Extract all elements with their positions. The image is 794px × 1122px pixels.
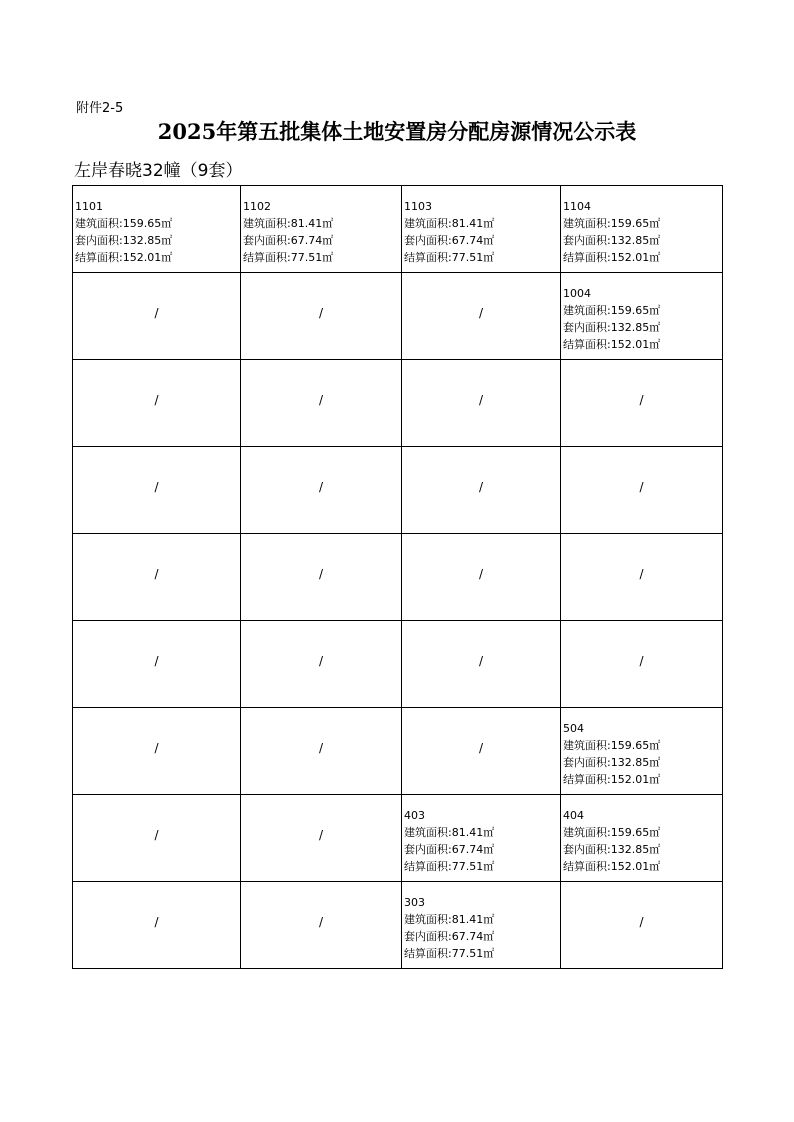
inner-area: 套内面积:132.85㎡ bbox=[563, 756, 661, 769]
unit-cell bbox=[241, 186, 402, 273]
empty-cell bbox=[73, 621, 241, 708]
building-area: 建筑面积:81.41㎡ bbox=[404, 826, 495, 839]
settlement-area: 结算面积:152.01㎡ bbox=[563, 338, 661, 351]
unit-table bbox=[72, 185, 723, 969]
building-subtitle: 左岸春晓32幢（9套） bbox=[74, 161, 243, 181]
empty-cell bbox=[73, 882, 241, 969]
unit-cell bbox=[402, 795, 561, 882]
settlement-area: 结算面积:77.51㎡ bbox=[404, 251, 495, 264]
empty-mark: / bbox=[639, 480, 644, 494]
empty-mark: / bbox=[318, 480, 324, 494]
empty-cell bbox=[241, 621, 402, 708]
table-row bbox=[73, 273, 723, 360]
empty-cell bbox=[241, 273, 402, 360]
empty-mark: / bbox=[154, 393, 159, 407]
inner-area: 套内面积:132.85㎡ bbox=[563, 321, 661, 334]
empty-mark: / bbox=[478, 306, 484, 320]
empty-cell bbox=[241, 708, 402, 795]
empty-cell bbox=[561, 360, 723, 447]
unit-cell bbox=[402, 882, 561, 969]
empty-cell bbox=[561, 621, 723, 708]
unit-number: 303 bbox=[404, 896, 425, 909]
empty-cell bbox=[402, 360, 561, 447]
empty-mark: / bbox=[154, 741, 159, 755]
unit-info bbox=[561, 795, 722, 875]
empty-cell bbox=[73, 447, 241, 534]
empty-mark: / bbox=[478, 480, 484, 494]
unit-info bbox=[402, 186, 560, 266]
empty-mark: / bbox=[154, 654, 159, 668]
empty-cell bbox=[402, 534, 561, 621]
empty-mark: / bbox=[639, 915, 644, 929]
building-area: 建筑面积:81.41㎡ bbox=[404, 913, 495, 926]
empty-cell bbox=[73, 534, 241, 621]
inner-area: 套内面积:132.85㎡ bbox=[75, 234, 173, 247]
empty-cell bbox=[73, 795, 241, 882]
building-area: 建筑面积:81.41㎡ bbox=[243, 217, 334, 230]
inner-area: 套内面积:67.74㎡ bbox=[404, 843, 495, 856]
unit-number: 1104 bbox=[563, 200, 591, 213]
inner-area: 套内面积:67.74㎡ bbox=[243, 234, 334, 247]
table-row bbox=[73, 795, 723, 882]
building-area: 建筑面积:159.65㎡ bbox=[563, 826, 661, 839]
empty-cell bbox=[241, 447, 402, 534]
table-row bbox=[73, 534, 723, 621]
unit-cell bbox=[561, 795, 723, 882]
empty-cell bbox=[561, 447, 723, 534]
settlement-area: 结算面积:152.01㎡ bbox=[563, 251, 661, 264]
settlement-area: 结算面积:152.01㎡ bbox=[563, 773, 661, 786]
unit-info bbox=[73, 186, 240, 266]
settlement-area: 结算面积:77.51㎡ bbox=[404, 860, 495, 873]
unit-info bbox=[561, 186, 722, 266]
unit-info bbox=[561, 708, 722, 788]
empty-cell bbox=[402, 708, 561, 795]
settlement-area: 结算面积:77.51㎡ bbox=[404, 947, 495, 960]
building-area: 建筑面积:81.41㎡ bbox=[404, 217, 495, 230]
page-title: 2025年第五批集体土地安置房分配房源情况公示表 bbox=[157, 119, 637, 144]
empty-mark: / bbox=[639, 567, 644, 581]
empty-mark: / bbox=[478, 741, 484, 755]
unit-cell bbox=[73, 186, 241, 273]
inner-area: 套内面积:132.85㎡ bbox=[563, 234, 661, 247]
unit-cell bbox=[561, 708, 723, 795]
empty-cell bbox=[241, 882, 402, 969]
empty-mark: / bbox=[318, 915, 324, 929]
empty-cell bbox=[561, 882, 723, 969]
empty-cell bbox=[73, 360, 241, 447]
table-row bbox=[73, 447, 723, 534]
attachment-label: 附件2-5 bbox=[76, 101, 124, 116]
unit-table-body bbox=[73, 186, 723, 969]
unit-cell bbox=[402, 186, 561, 273]
empty-mark: / bbox=[154, 567, 159, 581]
settlement-area: 结算面积:77.51㎡ bbox=[243, 251, 334, 264]
unit-number: 1102 bbox=[243, 200, 271, 213]
unit-info bbox=[402, 882, 560, 962]
empty-cell bbox=[402, 621, 561, 708]
building-area: 建筑面积:159.65㎡ bbox=[75, 217, 173, 230]
empty-mark: / bbox=[154, 915, 159, 929]
empty-mark: / bbox=[154, 480, 159, 494]
table-row bbox=[73, 186, 723, 273]
unit-cell bbox=[561, 186, 723, 273]
empty-mark: / bbox=[318, 828, 324, 842]
unit-info bbox=[561, 273, 722, 353]
empty-cell bbox=[561, 534, 723, 621]
empty-mark: / bbox=[318, 741, 324, 755]
table-row bbox=[73, 360, 723, 447]
empty-mark: / bbox=[478, 654, 484, 668]
empty-mark: / bbox=[154, 306, 159, 320]
inner-area: 套内面积:67.74㎡ bbox=[404, 930, 495, 943]
building-area: 建筑面积:159.65㎡ bbox=[563, 304, 661, 317]
empty-mark: / bbox=[318, 306, 324, 320]
empty-cell bbox=[402, 273, 561, 360]
unit-number: 504 bbox=[563, 722, 584, 735]
unit-number: 1101 bbox=[75, 200, 103, 213]
empty-mark: / bbox=[478, 567, 484, 581]
empty-mark: / bbox=[639, 393, 644, 407]
unit-info bbox=[402, 795, 560, 875]
empty-cell bbox=[241, 534, 402, 621]
unit-cell bbox=[561, 273, 723, 360]
unit-number: 404 bbox=[563, 809, 584, 822]
building-area: 建筑面积:159.65㎡ bbox=[563, 739, 661, 752]
table-row bbox=[73, 621, 723, 708]
inner-area: 套内面积:132.85㎡ bbox=[563, 843, 661, 856]
empty-mark: / bbox=[154, 828, 159, 842]
unit-number: 403 bbox=[404, 809, 425, 822]
building-area: 建筑面积:159.65㎡ bbox=[563, 217, 661, 230]
empty-mark: / bbox=[318, 393, 324, 407]
table-row bbox=[73, 882, 723, 969]
empty-mark: / bbox=[318, 567, 324, 581]
empty-cell bbox=[402, 447, 561, 534]
empty-mark: / bbox=[639, 654, 644, 668]
unit-number: 1004 bbox=[563, 287, 591, 300]
empty-cell bbox=[73, 273, 241, 360]
settlement-area: 结算面积:152.01㎡ bbox=[75, 251, 173, 264]
unit-number: 1103 bbox=[404, 200, 432, 213]
table-row bbox=[73, 708, 723, 795]
settlement-area: 结算面积:152.01㎡ bbox=[563, 860, 661, 873]
empty-cell bbox=[241, 360, 402, 447]
inner-area: 套内面积:67.74㎡ bbox=[404, 234, 495, 247]
empty-mark: / bbox=[478, 393, 484, 407]
unit-info bbox=[241, 186, 401, 266]
empty-mark: / bbox=[318, 654, 324, 668]
empty-cell bbox=[73, 708, 241, 795]
empty-cell bbox=[241, 795, 402, 882]
